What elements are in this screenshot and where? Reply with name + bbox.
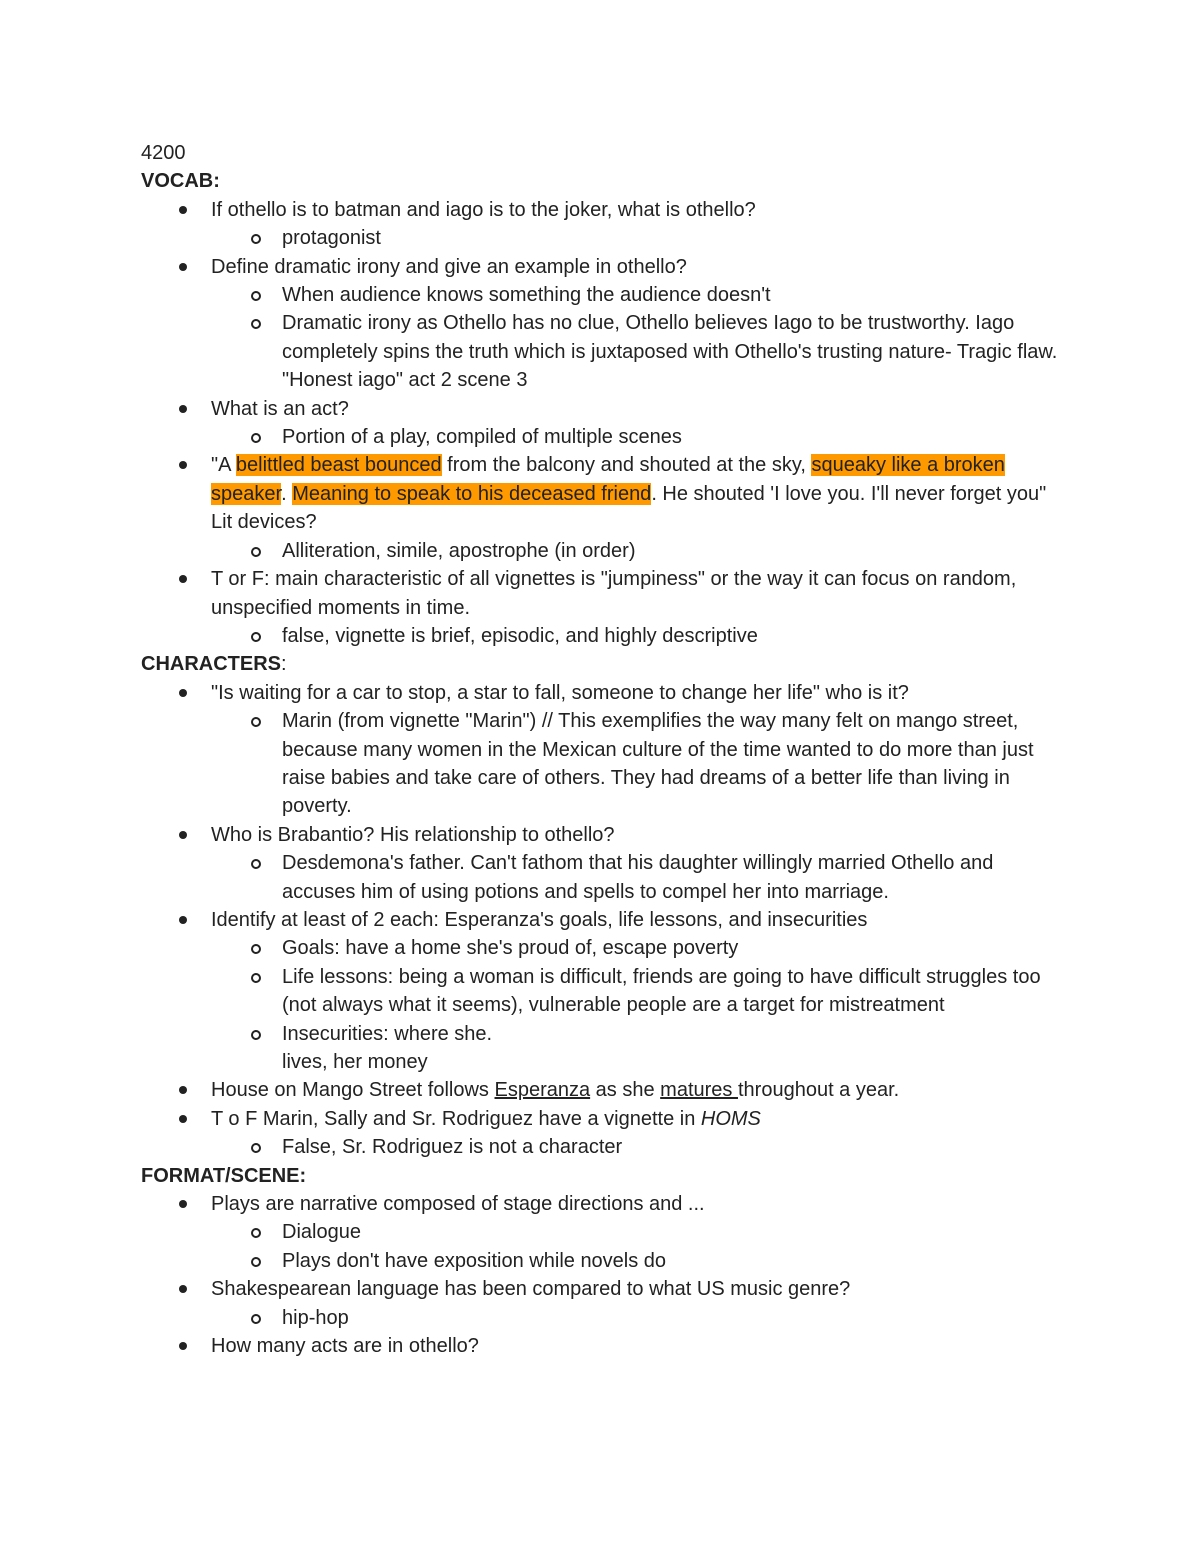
section-heading-format: FORMAT/SCENE:	[141, 1164, 307, 1187]
format-answer-2: hip-hop	[141, 1304, 1061, 1332]
doc-number: 4200	[141, 142, 186, 164]
characters-answer-3-goals: Goals: have a home she's proud of, escape poverty	[141, 934, 1061, 962]
section-heading-characters	[141, 650, 1061, 678]
format-answer-1-2: Plays don't have exposition while novels do	[141, 1247, 1061, 1275]
vocab-q4-highlight-2: squeaky like a broken speaker	[211, 454, 1005, 505]
vocab-answer-2-1: When audience knows something the audience doesn't	[141, 281, 1061, 309]
characters-q4-text-1: House on Mango Street follows	[211, 1079, 495, 1102]
characters-q4-text-2: as she	[590, 1079, 661, 1102]
vocab-q4-text-2: from the balcony and shouted at the sky,	[441, 454, 812, 477]
characters-heading-colon: :	[281, 653, 287, 676]
vocab-question-5: T or F: main characteristic of all vignettes is "jumpiness" or the way it can focus on random, unspecified moments in time.	[141, 565, 1061, 622]
vocab-question-2: Define dramatic irony and give an example in othello?	[141, 253, 1061, 281]
characters-q4-text-3: throughout a year.	[737, 1079, 900, 1102]
vocab-question-4	[141, 451, 1061, 536]
vocab-q4-text-4: . He shouted 'I love you. I'll never forget you" Lit devices?	[211, 482, 1047, 534]
characters-answer-3-insecurities: Insecurities: where she.	[141, 1020, 1061, 1048]
vocab-q4-highlight-1: belittled beast bounced	[235, 454, 442, 477]
characters-answer-3-insecurities-cont: lives, her money	[282, 1051, 428, 1073]
characters-answer-3-lessons: Life lessons: being a woman is difficult, friends are going to have difficult struggles too (not always what it seems), vulnerable people are a target for mistreatment	[141, 963, 1061, 1020]
characters-question-3: Identify at least of 2 each: Esperanza's goals, life lessons, and insecurities	[141, 906, 1061, 934]
characters-question-2: Who is Brabantio? His relationship to othello?	[141, 821, 1061, 849]
vocab-answer-1: protagonist	[141, 224, 1061, 252]
vocab-answer-3: Portion of a play, compiled of multiple scenes	[141, 423, 1061, 451]
format-answer-1-1: Dialogue	[141, 1218, 1061, 1246]
vocab-q4-text-1: "A	[211, 454, 236, 477]
characters-heading-text: CHARACTERS	[141, 653, 281, 676]
characters-q5-italic: HOMS	[700, 1107, 761, 1130]
format-question-1: Plays are narrative composed of stage directions and ...	[141, 1190, 1061, 1218]
format-question-3: How many acts are in othello?	[141, 1332, 1061, 1360]
section-heading-vocab: VOCAB:	[141, 170, 220, 193]
vocab-answer-2-2: Dramatic irony as Othello has no clue, Othello believes Iago to be trustworthy. Iago completely spins the truth which is juxtaposed with Othello's trusting nature- Tragic flaw. "Honest iago" act 2 scene 3	[141, 309, 1061, 394]
document-body	[141, 139, 1061, 1360]
format-question-2: Shakespearean language has been compared to what US music genre?	[141, 1275, 1061, 1303]
vocab-question-1: If othello is to batman and iago is to the joker, what is othello?	[141, 196, 1061, 224]
characters-q4-underline-2: matures	[660, 1079, 738, 1102]
vocab-answer-4: Alliteration, simile, apostrophe (in order)	[141, 537, 1061, 565]
characters-question-5	[141, 1105, 1061, 1133]
characters-answer-1: Marin (from vignette "Marin") // This exemplifies the way many felt on mango street, because many women in the Mexican culture of the time wanted to do more than just raise babies and take care of others. They had dreams of a better life than living in poverty.	[141, 707, 1061, 821]
characters-answer-2: Desdemona's father. Can't fathom that his daughter willingly married Othello and accuses him of using potions and spells to compel her into marriage.	[141, 849, 1061, 906]
vocab-answer-5: false, vignette is brief, episodic, and highly descriptive	[141, 622, 1061, 650]
characters-q4-underline-1: Esperanza	[494, 1079, 591, 1102]
characters-q5-text: T o F Marin, Sally and Sr. Rodriguez have a vignette in	[211, 1107, 701, 1130]
characters-question-1: "Is waiting for a car to stop, a star to fall, someone to change her life" who is it?	[141, 679, 1061, 707]
characters-answer-5: False, Sr. Rodriguez is not a character	[141, 1133, 1061, 1161]
characters-question-4	[141, 1076, 1061, 1104]
vocab-q4-text-3: .	[281, 482, 293, 505]
vocab-question-3: What is an act?	[141, 395, 1061, 423]
vocab-q4-highlight-3: Meaning to speak to his deceased friend	[292, 482, 652, 505]
